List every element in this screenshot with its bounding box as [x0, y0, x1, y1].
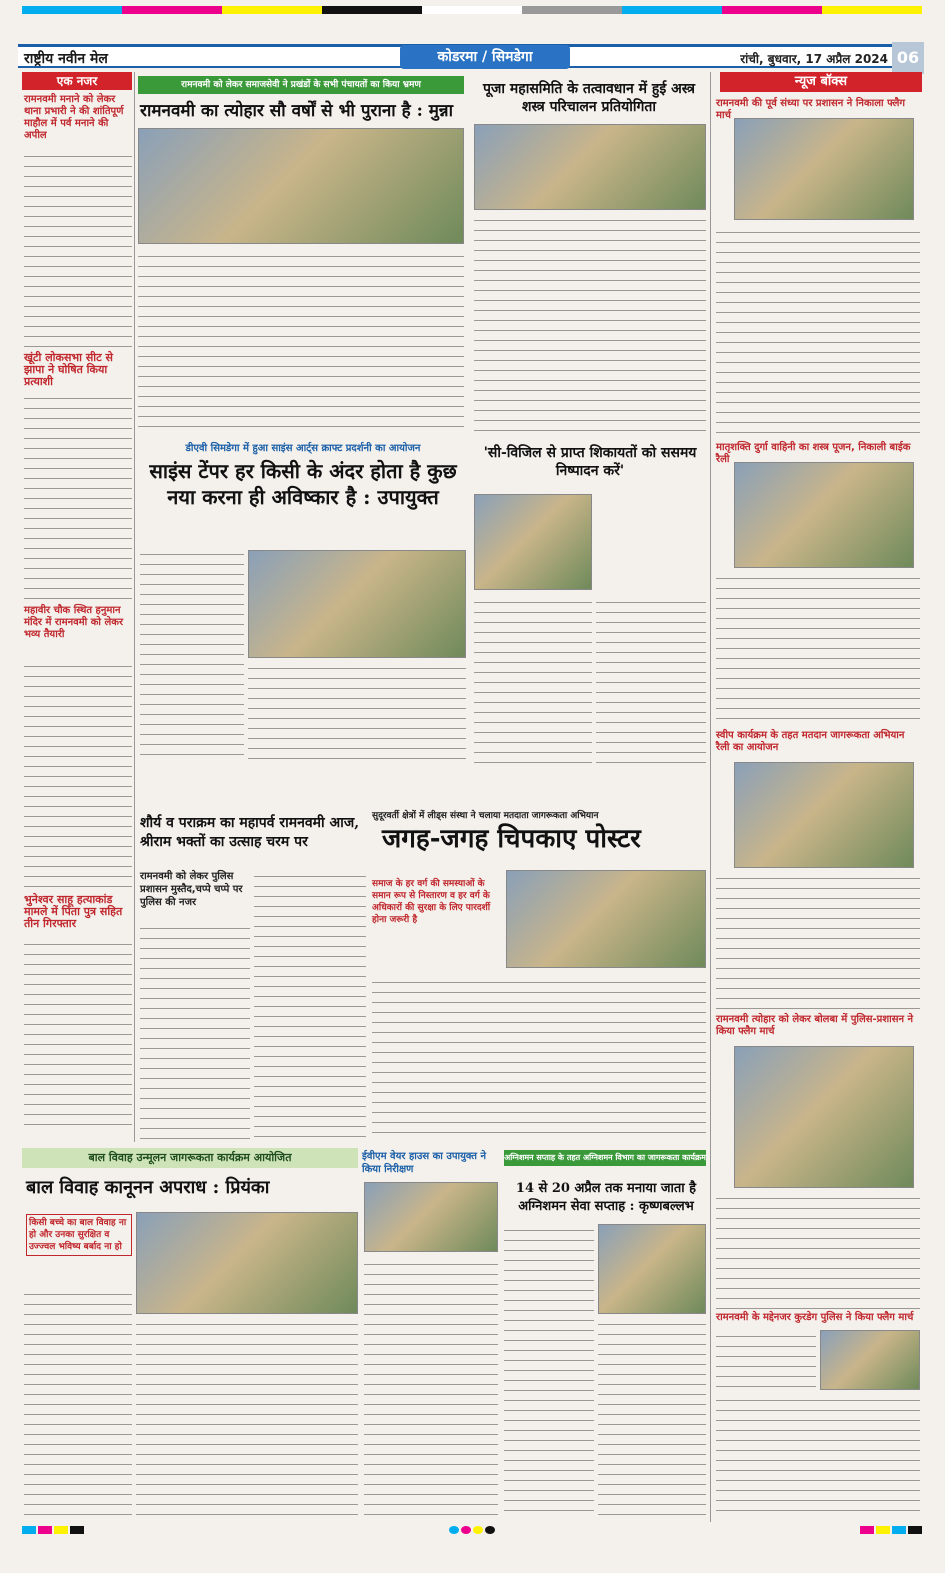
left-story-2-heading: खूंटी लोकसभा सीट से झापा ने घोषित किया प्रत्याशी	[24, 351, 113, 388]
right-story-2-body	[716, 572, 920, 728]
evm-story-body	[364, 1258, 498, 1520]
child-story-body-1	[24, 1288, 132, 1520]
poster-strap: सुदूरवर्ती क्षेत्रों में लीड्स संस्था ने चलाया मतदाता जागरूकता अभियान	[372, 811, 599, 821]
evm-heading: ईवीएम वेयर हाउस का उपायुक्त ने किया निरीक्षण	[362, 1151, 486, 1175]
left-story-1-heading: रामनवमी मनाने को लेकर थाना प्रभारी ने की शांतिपूर्ण माहौल में पर्व मनाने की अपील	[24, 94, 124, 141]
durga-vahini-photo	[734, 462, 914, 568]
newspaper-brand: राष्ट्रीय नवीन मेल	[24, 51, 108, 67]
child-headline: बाल विवाह कानूनन अपराध : प्रियंका	[26, 1177, 270, 1198]
page-number: 06	[892, 42, 924, 74]
left-column-title: एक नजर	[22, 72, 132, 90]
cvigil-photo	[474, 494, 592, 590]
cvigil-story-body-1	[474, 596, 592, 766]
science-headline: साइंस टेंपर हर किसी के अंदर होता है कुछ नया करना ही अविष्कार है : उपायुक्त	[149, 459, 457, 509]
puja-story-body	[474, 214, 706, 432]
issue-date: रांची, बुधवार, 17 अप्रैल 2024	[740, 52, 888, 66]
left-story-3-body	[24, 660, 132, 890]
right-story-5-body-2	[716, 1394, 920, 1520]
child-pull-quote: किसी बच्चे का बाल विवाह ना हो और उनका सुरक्षित व उज्ज्वल भविष्य बर्बाद ना हो	[26, 1214, 132, 1256]
evm-photo	[364, 1182, 498, 1252]
cvigil-headline: 'सी-विजिल से प्राप्त शिकायतों को ससमय निष्पादन करें'	[483, 445, 697, 479]
right-column-title: न्यूज बॉक्स	[720, 72, 922, 92]
poster-headline: जगह-जगह चिपकाए पोस्टर	[382, 824, 641, 854]
fire-story-body-2	[598, 1318, 706, 1520]
fire-story-body-1	[504, 1224, 594, 1520]
column-divider	[134, 72, 135, 1142]
puja-headline: पूजा महासमिति के तत्वावधान में हुई अस्त्र शस्त्र परिचालन प्रतियोगिता	[483, 81, 695, 115]
right-story-3-body	[716, 872, 920, 1012]
ramnavami-subhead: रामनवमी को लेकर पुलिस प्रशासन मुस्तैद,चप्पे चप्पे पर पुलिस की नजर	[140, 871, 243, 908]
cvigil-story-body-2	[596, 596, 706, 766]
poster-photo	[506, 870, 706, 968]
right-story-4-heading: रामनवमी त्योहार को लेकर बोलबा में पुलिस-प्रशासन ने किया फ्लैग मार्च	[716, 1014, 914, 1037]
left-story-1-body	[24, 150, 132, 348]
left-story-3-heading: महावीर चौक स्थित हनुमान मंदिर में रामनवमी को लेकर भव्य तैयारी	[24, 605, 124, 640]
right-story-2-heading: मातृशक्ति दुर्गा वाहिनी का शस्त्र पूजन, निकाली बाईक रैली	[716, 442, 911, 465]
science-photo	[248, 550, 466, 658]
right-story-1-body	[716, 226, 920, 438]
right-story-4-body	[716, 1192, 920, 1310]
right-story-5-heading: रामनवमी के मद्देनजर कुरडेग पुलिस ने किया फ्लैग मार्च	[716, 1312, 914, 1323]
fire-photo	[598, 1224, 706, 1314]
munna-headline: रामनवमी का त्योहार सौ वर्षों से भी पुराना है : मुन्ना	[140, 101, 454, 121]
masthead	[18, 44, 924, 68]
fire-strap: अग्निशमन सप्ताह के तहत अग्निशमन विभाग का जागरूकता कार्यक्रम	[504, 1150, 706, 1166]
puja-photo	[474, 124, 706, 210]
print-registration-bar-bottom	[22, 1526, 922, 1536]
right-story-1-heading: रामनवमी की पूर्व संध्या पर प्रशासन ने निकाला फ्लैग मार्च	[716, 98, 905, 121]
ramnavami-strap: रामनवमी को लेकर समाजसेवी ने प्रखंडों के सभी पंचायतों का किया भ्रमण	[138, 76, 464, 94]
kurdeg-photo	[820, 1330, 920, 1390]
group-photo	[138, 128, 464, 244]
right-story-3-heading: स्वीप कार्यक्रम के तहत मतदान जागरूकता अभियान रैली का आयोजन	[716, 730, 905, 753]
science-story-body-1	[140, 548, 244, 764]
flag-march-photo	[734, 118, 914, 220]
left-story-4-body	[24, 938, 132, 1134]
column-divider	[710, 72, 711, 1522]
munna-story-body	[138, 250, 464, 430]
poster-story-body	[372, 976, 706, 1142]
science-story-body-2	[248, 662, 466, 764]
poster-bullet: समाज के हर वर्ग की समस्याओं के समान रूप से निस्तारण व हर वर्ग के अधिकारों की सुरक्षा के लिए पारदर्शी होना जरूरी है	[372, 879, 491, 925]
ramnavami-story-body-2	[254, 870, 366, 1142]
ramnavami-headline: शौर्य व पराक्रम का महापर्व रामनवमी आज, श्रीराम भक्तों का उत्साह चरम पर	[140, 815, 360, 850]
bolba-flag-march-photo	[734, 1046, 914, 1188]
child-strap: बाल विवाह उन्मूलन जागरूकता कार्यक्रम आयोजित	[22, 1148, 358, 1168]
fire-headline: 14 से 20 अप्रैल तक मनाया जाता है अग्निशमन सेवा सप्ताह : कृष्णबल्लभ	[515, 1181, 697, 1214]
child-photo	[136, 1212, 358, 1314]
left-story-2-body	[24, 392, 132, 600]
sveep-rally-photo	[734, 762, 914, 868]
science-strap: डीएवी सिमडेगा में हुआ साइंस आर्ट्स क्राफ्ट प्रदर्शनी का आयोजन	[185, 443, 421, 454]
print-registration-bar-top	[22, 6, 922, 16]
section-label: कोडरमा / सिमडेगा	[400, 45, 570, 69]
child-story-body-2	[136, 1318, 358, 1520]
right-story-5-body-1	[716, 1330, 816, 1390]
ramnavami-story-body-1	[140, 922, 250, 1142]
left-story-4-heading: भुनेश्वर साहू हत्याकांड मामले में पिता पुत्र सहित तीन गिरफ्तार	[24, 893, 123, 930]
